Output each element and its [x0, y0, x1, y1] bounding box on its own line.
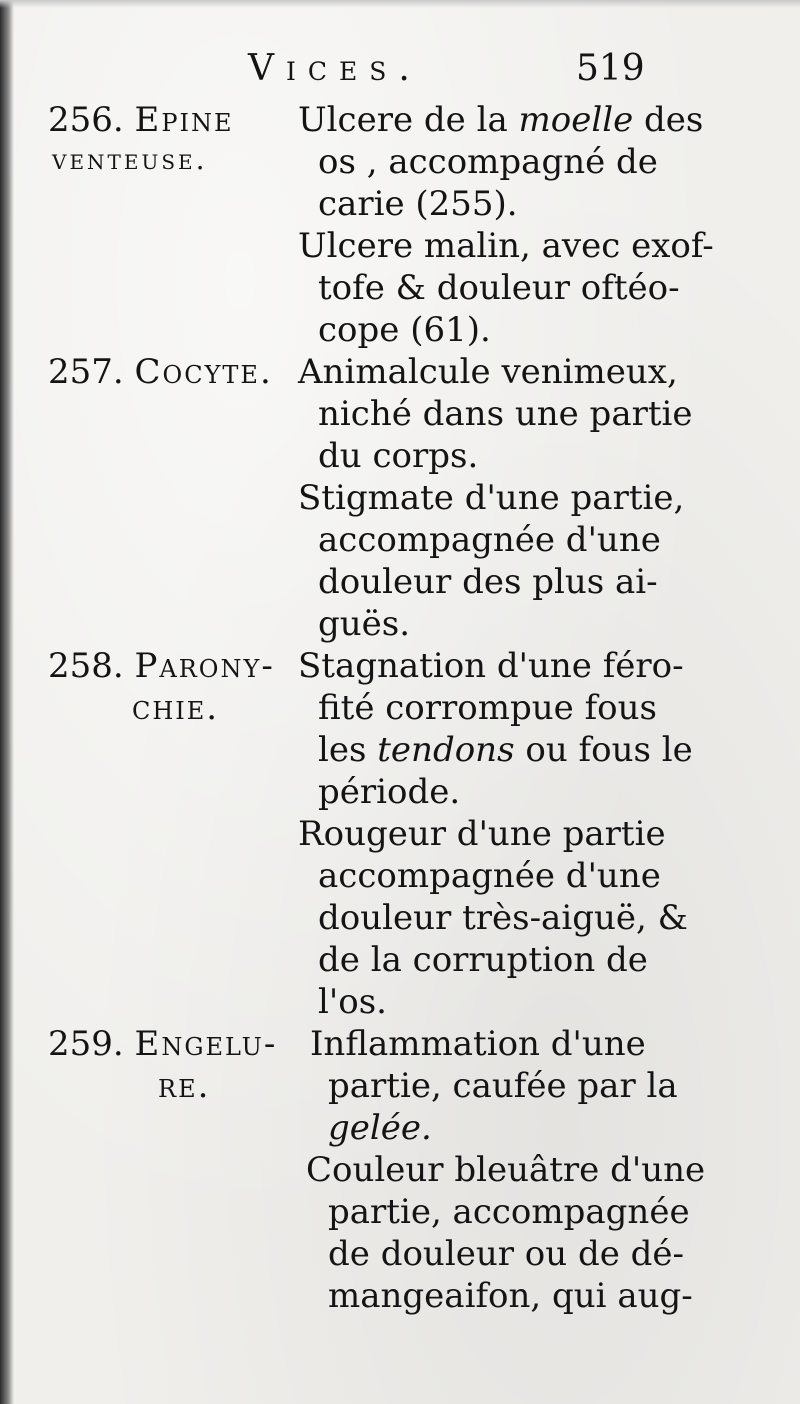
running-title: Vices. [248, 48, 422, 89]
definition-line: de la corruption de [318, 940, 648, 980]
entry-number-value: 259. [48, 1024, 124, 1064]
definition-line [298, 100, 703, 140]
entry-name: Cocyte. [134, 352, 273, 392]
entry-name-continuation: venteuse. [52, 143, 208, 176]
definition-line: de douleur ou de dé- [328, 1234, 685, 1274]
definition-line: guës. [318, 604, 411, 644]
definition-line: Rougeur d'une partie [298, 814, 666, 854]
definition-line: niché dans une partie [318, 394, 693, 434]
entry-name: Parony- [134, 646, 275, 686]
definition-text: des [644, 100, 704, 140]
definition-line [318, 730, 693, 770]
definition-line: l'os. [318, 982, 387, 1022]
definition-line: partie, caufée par la [328, 1066, 678, 1106]
definition-line: Inflammation d'une [310, 1024, 646, 1064]
definition-line: fité corrompue fous [318, 688, 657, 728]
definition-line: Stagnation d'une féro- [298, 646, 684, 686]
definition-italic-term: tendons [377, 730, 515, 770]
definition-line: partie, accompagnée [328, 1192, 690, 1232]
definition-line: accompagnée d'une [318, 520, 661, 560]
entry-number-value: 256. [48, 100, 124, 140]
entry-name-continuation: chie. [132, 688, 220, 728]
definition-italic-term: moelle [518, 100, 634, 140]
entry-name-continuation: re. [158, 1066, 211, 1106]
entry-number-value: 257. [48, 352, 124, 392]
page-top-shadow [0, 0, 800, 8]
definition-line: carie (255). [318, 184, 518, 224]
entry-number [48, 1024, 277, 1064]
definition-line: Couleur bleuâtre d'une [306, 1150, 706, 1190]
definition-text: Ulcere de la [298, 100, 508, 140]
definition-line: cope (61). [318, 310, 491, 350]
definition-line: du corps. [318, 436, 479, 476]
entry-name: Engelu- [134, 1024, 278, 1064]
page-header [0, 40, 800, 100]
definition-line: Ulcere malin, avec exof- [298, 226, 714, 266]
definition-line: Stigmate d'une partie, [298, 478, 685, 518]
entry-number [48, 646, 275, 686]
definition-line: Animalcule venimeux, [298, 352, 678, 392]
definition-italic-term: gelée. [328, 1108, 432, 1148]
entry-number-value: 258. [48, 646, 124, 686]
definition-line: tofe & douleur oftéo- [318, 268, 680, 308]
entry-number [48, 352, 273, 392]
page-binding-shadow [0, 0, 14, 1404]
definition-line: douleur très-aiguë, & [318, 898, 688, 938]
definition-text: les [318, 730, 367, 770]
definition-text: ou fous le [525, 730, 693, 770]
page-number: 519 [576, 48, 645, 89]
entry-name: Epine [134, 100, 234, 140]
reverse-side-show-through [20, 240, 310, 1320]
definition-line: mangeaifon, qui aug- [328, 1276, 693, 1316]
definition-line: douleur des plus ai- [318, 562, 658, 602]
definition-line: os , accompagné de [318, 142, 658, 182]
definition-line: période. [318, 772, 461, 812]
entry-number [48, 100, 233, 140]
definition-line: accompagnée d'une [318, 856, 661, 896]
